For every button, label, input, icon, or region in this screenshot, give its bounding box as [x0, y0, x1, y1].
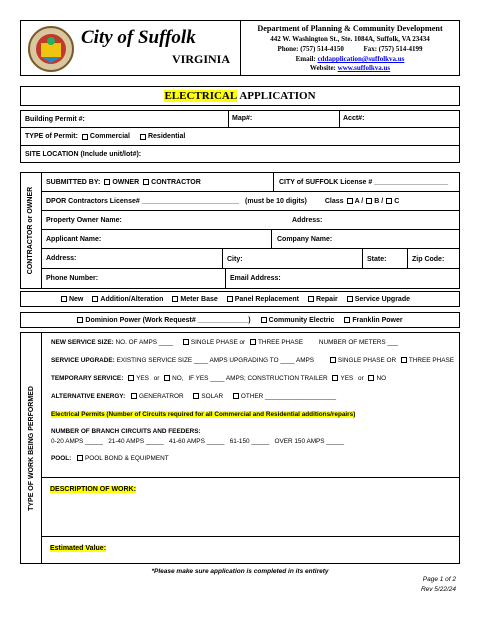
type-of-work-box	[20, 332, 460, 564]
upgrade-single-phase-checkbox[interactable]	[330, 357, 336, 363]
number-of-meters[interactable]: NUMBER OF METERS ___	[318, 339, 399, 346]
electrical-permits-note: Electrical Permits (Number of Circuits required for all Commercial and Residential additions/repairs)	[51, 411, 356, 418]
owner-label: OWNER	[112, 178, 140, 186]
commercial-checkbox[interactable]	[82, 134, 88, 140]
department-info-box	[240, 20, 460, 76]
electrical-permits-note-row	[51, 411, 355, 418]
city-license-field[interactable]: CITY of SUFFOLK License # ___________________	[279, 179, 449, 186]
service-upgrade-label: SERVICE UPGRADE:	[51, 357, 115, 364]
work-type-checkbox[interactable]	[172, 296, 178, 302]
single-phase-label: SINGLE PHASE or	[190, 339, 246, 346]
address-row	[42, 249, 459, 269]
work-type-label: Repair	[315, 295, 338, 303]
temporary-service-row	[51, 375, 386, 382]
email-address-field[interactable]: Email Address:	[230, 275, 281, 282]
temp-no-label: NO,	[172, 375, 184, 382]
dpor-note: (must be 10 digits)	[245, 197, 307, 205]
property-owner-row	[42, 211, 459, 230]
trailer-yes-checkbox[interactable]	[332, 375, 338, 381]
work-type-box	[20, 291, 460, 307]
city-seal-logo	[27, 25, 75, 73]
contractor-side-label: CONTRACTOR or OWNER	[27, 186, 35, 275]
class-a-label: A /	[354, 197, 364, 205]
city-field[interactable]: City:	[227, 256, 243, 263]
work-side-label: TYPE OF WORK BEING PERFORMED	[27, 385, 35, 511]
work-type-label: New	[68, 295, 84, 303]
temporary-service-label: TEMPORARY SERVICE:	[51, 375, 124, 382]
new-service-label: NEW SERVICE SIZE:	[51, 339, 114, 346]
permit-type-label: TYPE of Permit:	[25, 133, 78, 140]
owner-checkbox[interactable]	[104, 179, 110, 185]
dpor-row	[42, 192, 459, 211]
community-electric-label: Community Electric	[268, 316, 335, 324]
three-phase-checkbox[interactable]	[250, 339, 256, 345]
class-b-label: B /	[374, 197, 384, 205]
acct-field[interactable]: Acct#:	[343, 115, 365, 122]
company-name-field[interactable]: Company Name:	[277, 236, 333, 243]
email-label: Email:	[295, 55, 316, 63]
trailer-yes-label: YES	[340, 375, 354, 382]
single-phase-checkbox[interactable]	[183, 339, 189, 345]
department-email	[241, 55, 459, 63]
upgrade-three-phase-label: THREE PHASE	[408, 357, 454, 364]
work-type-label: Panel Replacement	[234, 295, 299, 303]
temp-or-label: or	[153, 375, 160, 382]
alternative-energy-label: ALTERNATIVE ENERGY:	[51, 393, 126, 400]
work-type-checkbox[interactable]	[61, 296, 67, 302]
dpor-license-field[interactable]: DPOR Contractors License# _________________________	[46, 197, 240, 205]
other-energy-field[interactable]: OTHER ____________________	[240, 393, 337, 400]
fax-text: Fax: (757) 514-4199	[363, 45, 423, 53]
email-link[interactable]: cddapplication@suffolkva.us	[317, 55, 405, 63]
contractor-label: CONTRACTOR	[151, 178, 201, 186]
city-title: City of Suffolk	[81, 27, 196, 48]
website-link[interactable]: www.suffolkva.us	[337, 64, 391, 72]
permit-info-box	[20, 110, 460, 163]
trailer-or-label: or	[358, 375, 364, 382]
site-location-field[interactable]: SITE LOCATION (Include unit/lot#):	[25, 151, 142, 158]
title-rest: APPLICATION	[237, 90, 316, 102]
header-logo-box	[20, 20, 241, 76]
commercial-label: Commercial	[89, 133, 130, 140]
upgrade-three-phase-checkbox[interactable]	[401, 357, 407, 363]
applicant-row	[42, 230, 459, 249]
temp-yes-checkbox[interactable]	[128, 375, 134, 381]
power-company-box	[20, 312, 460, 328]
department-phone-fax	[241, 45, 459, 53]
contractor-side-label-cell	[21, 173, 42, 288]
website-label: Website:	[309, 64, 336, 72]
work-type-checkbox[interactable]	[308, 296, 314, 302]
new-service-row	[51, 339, 398, 346]
work-type-checkbox[interactable]	[347, 296, 353, 302]
title-highlight: ELECTRICAL	[164, 90, 238, 102]
dominion-power-label: Dominion Power (Work Request# _____________)	[85, 316, 251, 324]
solar-checkbox[interactable]	[193, 393, 199, 399]
temp-yes-label: YES	[136, 375, 149, 382]
class-c-label: C	[394, 197, 400, 205]
property-address-field[interactable]: Address:	[292, 217, 323, 224]
class-a-checkbox[interactable]	[347, 198, 353, 204]
department-address: 442 W. Washington St., Ste. 1084A, Suffolk, VA 23434	[270, 35, 430, 43]
building-permit-field[interactable]: Building Permit #:	[25, 115, 85, 123]
residential-checkbox[interactable]	[140, 134, 146, 140]
trailer-no-label: NO	[376, 375, 387, 382]
dominion-power-checkbox[interactable]	[77, 317, 83, 323]
work-type-checkbox[interactable]	[227, 296, 233, 302]
work-type-label: Service Upgrade	[354, 295, 410, 303]
page-number: Page 1 of 2	[422, 576, 456, 583]
estimated-value-label: Estimated Value:	[50, 545, 107, 552]
department-website	[241, 64, 459, 72]
residential-label: Residential	[147, 133, 186, 140]
work-type-label: Meter Base	[180, 295, 218, 303]
community-electric-checkbox[interactable]	[261, 317, 267, 323]
contractor-checkbox[interactable]	[143, 179, 149, 185]
estimated-value-row[interactable]	[42, 537, 459, 563]
work-type-checkbox[interactable]	[92, 296, 98, 302]
pool-bond-checkbox[interactable]	[77, 455, 83, 461]
work-type-label: Addition/Alteration	[100, 295, 164, 303]
pool-bond-label: POOL BOND & EQUIPMENT	[85, 455, 169, 462]
work-side-label-cell	[21, 333, 42, 563]
application-title-box	[20, 86, 460, 106]
phone-number-field[interactable]: Phone Number:	[46, 275, 99, 282]
state-title: VIRGINIA	[171, 52, 230, 66]
generator-checkbox[interactable]	[131, 393, 137, 399]
applicant-name-field[interactable]: Applicant Name:	[46, 235, 102, 243]
franklin-power-checkbox[interactable]	[344, 317, 350, 323]
contractor-fields	[42, 173, 459, 288]
temp-details[interactable]: IF YES ____ AMPS; CONSTRUCTION TRAILER	[188, 375, 328, 382]
other-energy-checkbox[interactable]	[233, 393, 239, 399]
contractor-owner-box	[20, 172, 460, 289]
new-service-amps[interactable]: NO. OF AMPS ____	[115, 339, 174, 346]
phone-text: Phone: (757) 514-4150	[277, 45, 344, 53]
footer-note: *Please make sure application is completed in its entirety	[151, 568, 329, 575]
department-name: Department of Planning & Community Development	[257, 24, 443, 33]
property-owner-field[interactable]: Property Owner Name:	[46, 216, 122, 224]
branch-circuits-label: NUMBER OF BRANCH CIRCUITS AND FEEDERS:	[51, 428, 201, 435]
temp-no-checkbox[interactable]	[164, 375, 170, 381]
map-field[interactable]: Map#:	[232, 115, 253, 122]
class-b-checkbox[interactable]	[366, 198, 372, 204]
trailer-no-checkbox[interactable]	[368, 375, 374, 381]
generator-label: GENERATROR	[138, 393, 184, 400]
revision-date: Rev 5/22/24	[420, 586, 456, 593]
description-of-work-area[interactable]	[42, 477, 459, 537]
pool-label: POOL:	[51, 455, 72, 462]
alternative-energy-row	[51, 393, 336, 400]
site-location-row	[21, 146, 459, 163]
description-of-work-label: DESCRIPTION OF WORK:	[50, 486, 136, 493]
pool-row	[51, 455, 169, 462]
branch-circuits-row[interactable]: 0-20 AMPS _____ 21-40 AMPS _____ 41-60 AMPS _____ 61-150 _____ OVER 150 AMPS _____	[51, 438, 345, 445]
service-upgrade-text[interactable]: EXISTING SERVICE SIZE ____ AMPS UPGRADING TO ____ AMPS	[116, 357, 315, 364]
upgrade-single-phase-label: SINGLE PHASE OR	[337, 357, 397, 364]
zip-code-field[interactable]: Zip Code:	[412, 256, 445, 263]
state-field[interactable]: State:	[367, 256, 387, 263]
three-phase-label: THREE PHASE	[257, 339, 304, 346]
solar-label: SOLAR	[201, 393, 224, 400]
class-label: Class	[324, 197, 344, 205]
applicant-address-field[interactable]: Address:	[46, 255, 77, 262]
franklin-power-label: Franklin Power	[352, 316, 403, 324]
class-c-checkbox[interactable]	[386, 198, 392, 204]
service-upgrade-row	[51, 357, 454, 364]
submitted-by-label: SUBMITTED BY:	[46, 178, 101, 186]
permit-type-row	[21, 128, 459, 146]
